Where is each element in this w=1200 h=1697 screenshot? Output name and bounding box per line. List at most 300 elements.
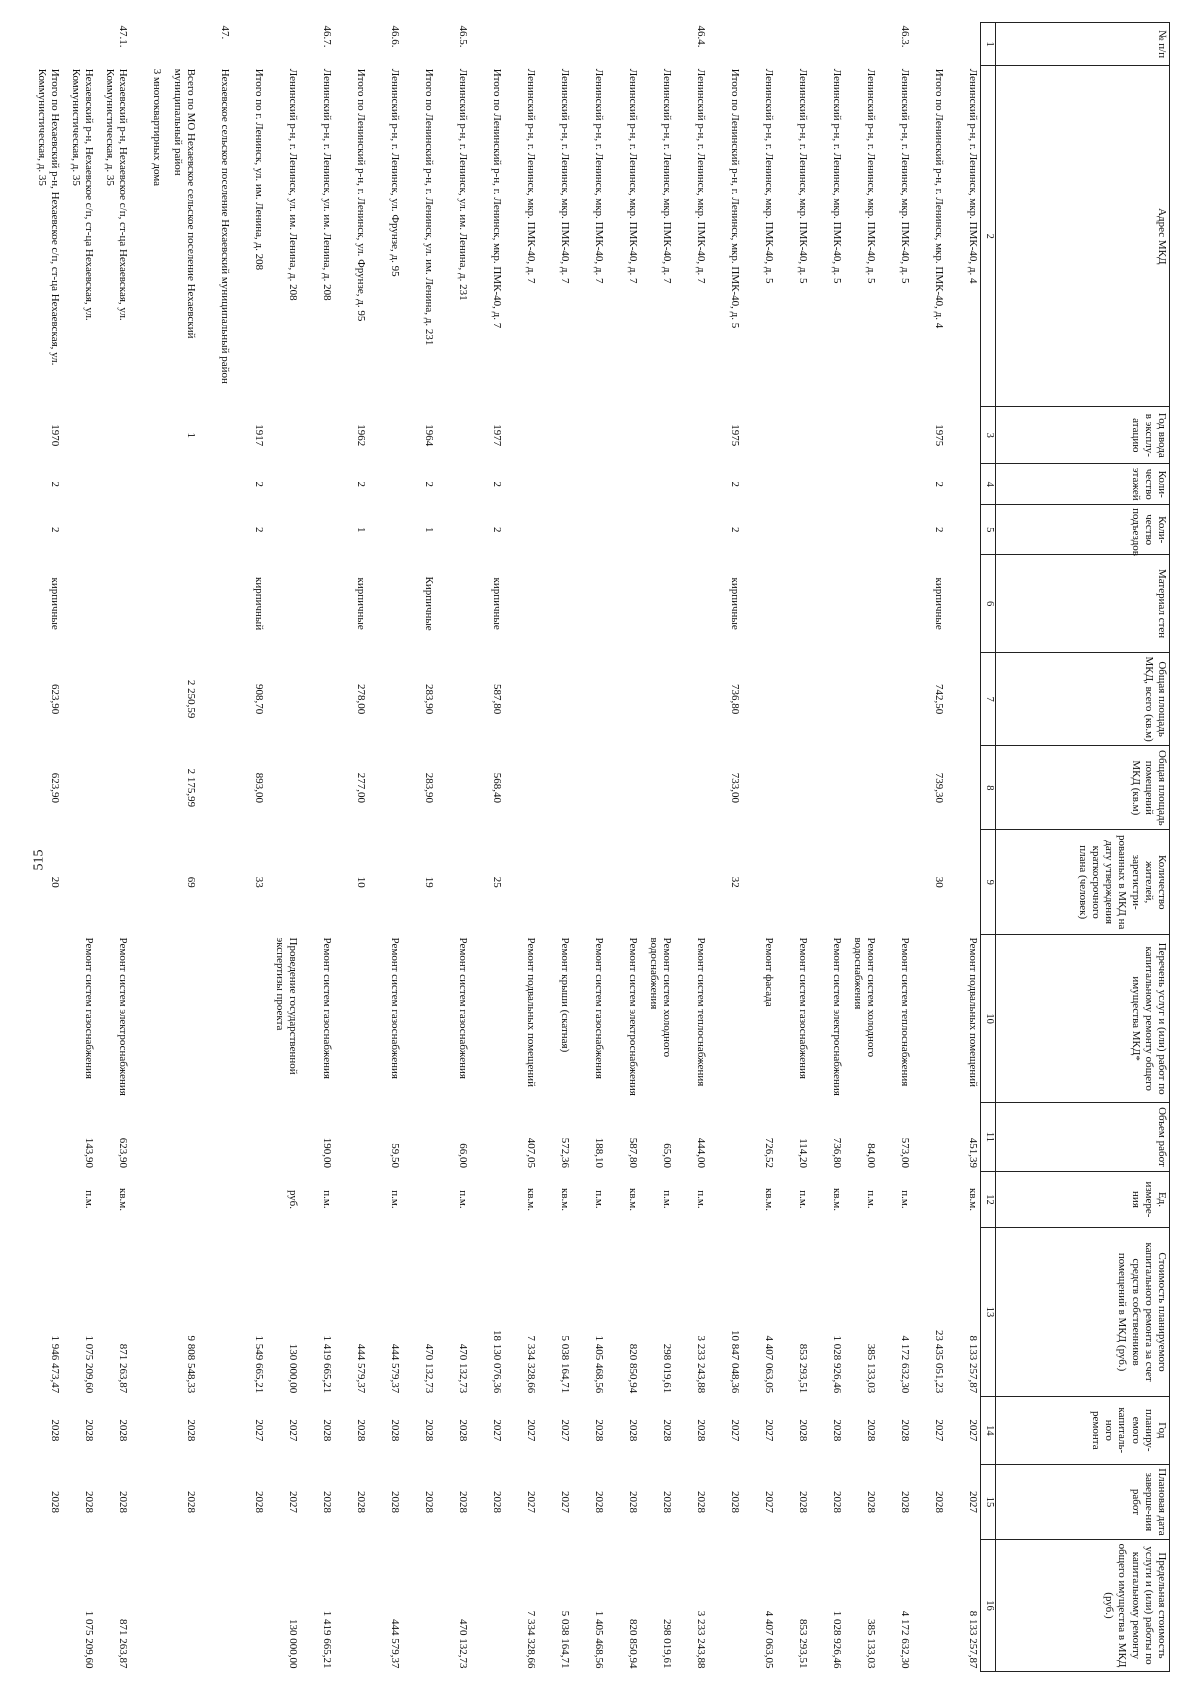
cell-col-16: 298 019,61 <box>661 1619 673 1669</box>
cell-col-5: 2 <box>49 526 61 533</box>
cell-col-6: кирпичный <box>253 577 265 631</box>
cell-col-9 <box>776 830 810 935</box>
cell-col-7 <box>538 653 572 746</box>
cell-col-12 <box>708 1171 742 1228</box>
cell-col-15: 2028 <box>83 1490 95 1513</box>
cell-col-5 <box>640 505 674 555</box>
cell-col-9 <box>368 830 402 935</box>
table-row <box>504 23 538 1672</box>
cell-col-6 <box>572 555 606 653</box>
cell-col-4: 2 <box>729 481 741 487</box>
column-header-1: № п/п <box>996 23 1170 66</box>
cell-col-15: 2028 <box>933 1490 945 1513</box>
cell-col-16: 853 293,51 <box>797 1619 809 1669</box>
cell-col-15: 2028 <box>729 1490 741 1513</box>
cell-col-16 <box>402 1539 436 1671</box>
cell-col-5 <box>946 505 981 555</box>
cell-col-11: 59,50 <box>389 1143 401 1169</box>
table-row <box>300 23 334 1672</box>
cell-col-16: 444 579,37 <box>389 1619 401 1669</box>
cell-col-7: 623,90 <box>49 684 61 715</box>
cell-col-6 <box>742 555 776 653</box>
cell-col-11: 572,36 <box>559 1137 571 1169</box>
cell-col-12 <box>164 1171 198 1228</box>
cell-col-8 <box>606 746 640 830</box>
cell-col-7 <box>810 653 844 746</box>
cell-col-6: кирпичные <box>491 577 503 630</box>
cell-col-7 <box>368 653 402 746</box>
cell-col-2: Ленинский р-н, г. Ленинск, мкр. ПМК-40, д. 7 <box>627 68 639 284</box>
cell-col-4: 2 <box>491 481 503 487</box>
table-row <box>28 23 62 1672</box>
cell-col-15 <box>198 1464 232 1539</box>
cell-col-11 <box>232 1103 266 1171</box>
cell-col-12 <box>232 1171 266 1228</box>
cell-col-2: Нехаевское сельское поселение Нехаевский муниципальный район <box>219 68 231 384</box>
cell-col-5: 2 <box>933 526 945 533</box>
table-row <box>844 23 878 1672</box>
cell-col-4 <box>606 464 640 505</box>
cell-col-14: 2028 <box>355 1419 367 1442</box>
cell-col-8 <box>538 746 572 830</box>
cell-col-3 <box>198 407 232 464</box>
cell-col-5 <box>436 505 470 555</box>
cell-col-5: 2 <box>491 526 503 533</box>
cell-col-10: Ремонт подвальных помещений <box>525 937 537 1088</box>
cell-col-3 <box>878 407 912 464</box>
column-number-13: 13 <box>981 1228 996 1396</box>
cell-col-5: 1 <box>355 526 367 533</box>
table-row <box>572 23 606 1672</box>
cell-col-10 <box>232 935 266 1103</box>
cell-col-14: 2027 <box>967 1419 979 1442</box>
cell-col-5 <box>96 505 130 555</box>
cell-col-14: 2028 <box>49 1419 61 1442</box>
cell-col-15: 2027 <box>763 1490 775 1513</box>
cell-col-9 <box>572 830 606 935</box>
cell-col-15: 2028 <box>899 1490 911 1513</box>
cell-col-10: Ремонт систем электроснабжения <box>627 937 639 1096</box>
cell-col-10: Ремонт подвальных помещений <box>967 937 979 1088</box>
cell-col-12 <box>28 1171 62 1228</box>
cell-col-16: 1 028 926,46 <box>831 1610 843 1669</box>
cell-col-9: 69 <box>185 876 197 888</box>
cell-col-12 <box>334 1171 368 1228</box>
cell-col-8 <box>844 746 878 830</box>
cell-col-14: 2027 <box>525 1419 537 1442</box>
cell-col-1 <box>708 23 742 66</box>
cell-col-16: 5 038 164,71 <box>559 1610 571 1669</box>
cell-col-15 <box>130 1464 164 1539</box>
cell-col-1 <box>28 23 62 66</box>
cell-col-10 <box>198 935 232 1103</box>
cell-col-8 <box>878 746 912 830</box>
cell-col-9 <box>810 830 844 935</box>
cell-col-4: 2 <box>423 481 435 487</box>
column-number-10: 10 <box>981 935 996 1103</box>
cell-col-14 <box>130 1396 164 1464</box>
cell-col-16: 1 075 209,60 <box>83 1610 95 1669</box>
cell-col-13: 853 293,51 <box>797 1343 809 1394</box>
cell-col-11 <box>28 1103 62 1171</box>
cell-col-16: 385 133,03 <box>865 1619 877 1669</box>
cell-col-11 <box>130 1103 164 1171</box>
cell-col-1 <box>164 23 198 66</box>
cell-col-11: 587,80 <box>627 1137 639 1169</box>
cell-col-13: 23 435 051,23 <box>933 1329 945 1394</box>
cell-col-5 <box>368 505 402 555</box>
cell-col-2: Итого по Ленинский р-н, г. Ленинск, мкр. ПМК-40, д. 7 <box>491 68 503 329</box>
column-number-14: 14 <box>981 1396 996 1464</box>
cell-col-2: Ленинский р-н, г. Ленинск, мкр. ПМК-40, д. 7 <box>661 68 673 284</box>
cell-col-1 <box>504 23 538 66</box>
cell-col-1: 46.4. <box>695 25 707 48</box>
table-row <box>368 23 402 1672</box>
cell-col-14: 2027 <box>287 1419 299 1442</box>
cell-col-10 <box>334 935 368 1103</box>
cell-col-14: 2028 <box>83 1419 95 1442</box>
cell-col-14: 2027 <box>491 1419 503 1442</box>
cell-col-12: руб. <box>287 1189 299 1209</box>
cell-col-8 <box>130 746 164 830</box>
table-row <box>198 23 232 1672</box>
cell-col-10: Ремонт систем электроснабжения <box>831 937 843 1096</box>
cell-col-12 <box>470 1171 504 1228</box>
column-header-7: Общая площадь МКД, всего (кв.м) <box>996 653 1170 746</box>
cell-col-1: 47. <box>219 25 231 40</box>
column-number-11: 11 <box>981 1103 996 1171</box>
cell-col-3: 1975 <box>729 424 741 447</box>
cell-col-13: 298 019,61 <box>661 1343 673 1394</box>
cell-col-4 <box>946 464 981 505</box>
cell-col-15: 2028 <box>423 1490 435 1513</box>
cell-col-8 <box>640 746 674 830</box>
cell-col-10 <box>28 935 62 1103</box>
cell-col-6 <box>436 555 470 653</box>
cell-col-4 <box>878 464 912 505</box>
column-header-9: Количество жителей, зарегистри-рованных в МКД на дату утверждения краткосрочного плана (человек) <box>996 830 1170 935</box>
cell-col-2: Ленинский р-н, г. Ленинск, мкр. ПМК-40, д. 5 <box>797 68 809 284</box>
cell-col-11: 736,80 <box>831 1137 843 1169</box>
cell-col-7 <box>674 653 708 746</box>
cell-col-3 <box>810 407 844 464</box>
cell-col-1: 46.5. <box>457 25 469 48</box>
cell-col-15: 2028 <box>593 1490 605 1513</box>
cell-col-3 <box>606 407 640 464</box>
cell-col-12: п.м. <box>797 1190 809 1209</box>
cell-col-5: 2 <box>729 526 741 533</box>
cell-col-6 <box>96 555 130 653</box>
cell-col-4 <box>164 464 198 505</box>
cell-col-14: 2028 <box>117 1419 129 1442</box>
cell-col-4: 2 <box>49 481 61 487</box>
cell-col-10 <box>402 935 436 1103</box>
capital-repair-table <box>28 22 1170 1672</box>
cell-col-6 <box>606 555 640 653</box>
cell-col-4 <box>266 464 300 505</box>
table-row <box>164 23 198 1672</box>
cell-col-10 <box>708 935 742 1103</box>
cell-col-10 <box>130 935 164 1103</box>
cell-col-11 <box>266 1103 300 1171</box>
table-row <box>742 23 776 1672</box>
cell-col-1 <box>402 23 436 66</box>
cell-col-13: 470 132,73 <box>423 1343 435 1394</box>
cell-col-13: 1 549 665,21 <box>253 1335 265 1394</box>
column-header-11: Объем работ <box>996 1103 1170 1171</box>
cell-col-16 <box>164 1539 198 1671</box>
cell-col-8: 2 175,99 <box>185 768 197 808</box>
cell-col-9: 10 <box>355 876 367 888</box>
cell-col-4 <box>776 464 810 505</box>
cell-col-5: 2 <box>253 526 265 533</box>
cell-col-1 <box>844 23 878 66</box>
cell-col-10: Ремонт систем холодного водоснабжения <box>647 937 673 1058</box>
cell-col-11: 444,00 <box>695 1137 707 1169</box>
cell-col-12: кв.м. <box>525 1187 537 1211</box>
cell-col-7: 908,70 <box>253 684 265 715</box>
cell-col-12: п.м. <box>83 1190 95 1209</box>
cell-col-8 <box>674 746 708 830</box>
cell-col-9 <box>538 830 572 935</box>
cell-col-11 <box>198 1103 232 1171</box>
cell-col-16: 470 132,73 <box>457 1619 469 1669</box>
cell-col-14: 2028 <box>389 1419 401 1442</box>
cell-col-2: Итого по Ленинский р-н, г. Ленинск, ул. Фрунзе, д. 95 <box>355 68 367 322</box>
cell-col-11: 143,90 <box>83 1137 95 1169</box>
cell-col-1 <box>776 23 810 66</box>
cell-col-11 <box>708 1103 742 1171</box>
column-number-4: 4 <box>981 464 996 505</box>
cell-col-3 <box>844 407 878 464</box>
cell-col-13: 470 132,73 <box>457 1343 469 1394</box>
cell-col-7 <box>640 653 674 746</box>
cell-col-11: 573,00 <box>899 1137 911 1169</box>
column-number-1: 1 <box>981 23 996 66</box>
cell-col-11: 451,39 <box>967 1137 979 1169</box>
cell-col-8: 623,90 <box>49 772 61 803</box>
cell-col-16: 871 263,87 <box>117 1619 129 1669</box>
cell-col-6 <box>368 555 402 653</box>
cell-col-12 <box>198 1171 232 1228</box>
cell-col-2: Ленинский р-н, г. Ленинск, мкр. ПМК-40, д. 5 <box>899 68 911 284</box>
cell-col-9 <box>946 830 981 935</box>
column-header-8: Общая площадь помещений МКД (кв.м) <box>996 746 1170 830</box>
cell-col-6 <box>878 555 912 653</box>
cell-col-12: п.м. <box>661 1190 673 1209</box>
cell-col-16 <box>198 1539 232 1671</box>
cell-col-2: Ленинский р-н, г. Ленинск, мкр. ПМК-40, д. 7 <box>593 68 605 284</box>
cell-col-1 <box>470 23 504 66</box>
cell-col-13: 3 233 243,88 <box>695 1335 707 1394</box>
cell-col-2: Нехаевский р-н, Нехаевское с/п, ст-ца Нехаевская, ул. Коммунистическая, д. 35 <box>103 68 129 321</box>
cell-col-11 <box>164 1103 198 1171</box>
cell-col-9 <box>198 830 232 935</box>
cell-col-7 <box>266 653 300 746</box>
cell-col-10: Ремонт систем теплоснабжения <box>695 937 707 1087</box>
cell-col-3 <box>674 407 708 464</box>
cell-col-8 <box>504 746 538 830</box>
cell-col-10 <box>912 935 946 1103</box>
cell-col-4 <box>640 464 674 505</box>
cell-col-8 <box>96 746 130 830</box>
cell-col-9 <box>674 830 708 935</box>
cell-col-12: п.м. <box>389 1190 401 1209</box>
column-number-7: 7 <box>981 653 996 746</box>
cell-col-10: Ремонт фасада <box>763 937 775 1007</box>
cell-col-2: Нехаевский р-н, Нехаевское с/п, ст-ца Нехаевская, ул. Коммунистическая, д. 35 <box>69 68 95 321</box>
cell-col-16: 1 419 665,21 <box>321 1610 333 1669</box>
cell-col-13: 4 407 063,05 <box>763 1335 775 1394</box>
cell-col-6 <box>640 555 674 653</box>
column-number-8: 8 <box>981 746 996 830</box>
column-header-12: Ед. измере-ния <box>996 1171 1170 1228</box>
cell-col-15: 2028 <box>865 1490 877 1513</box>
cell-col-10: Ремонт систем газоснабжения <box>321 937 333 1079</box>
cell-col-1 <box>742 23 776 66</box>
cell-col-12: п.м. <box>457 1190 469 1209</box>
cell-col-13: 1 075 209,60 <box>83 1335 95 1394</box>
cell-col-2: Ленинский р-н, г. Ленинск, ул. им. Ленина, д. 208 <box>321 68 333 301</box>
cell-col-9 <box>96 830 130 935</box>
cell-col-3: 1975 <box>933 424 945 447</box>
cell-col-2: Ленинский р-н, г. Ленинск, мкр. ПМК-40, д. 4 <box>967 68 979 284</box>
cell-col-6: кирпичные <box>355 577 367 630</box>
column-header-16: Предельная стоимость услуги и (или) работы по капитальному ремонту общего имущества в МКД (руб.) <box>996 1539 1170 1671</box>
cell-col-5 <box>878 505 912 555</box>
column-number-15: 15 <box>981 1464 996 1539</box>
cell-col-11: 84,00 <box>865 1143 877 1169</box>
cell-col-1 <box>130 23 164 66</box>
cell-col-11: 114,20 <box>797 1138 809 1169</box>
cell-col-16 <box>470 1539 504 1671</box>
table-row <box>266 23 300 1672</box>
table-row <box>674 23 708 1672</box>
cell-col-9 <box>606 830 640 935</box>
cell-col-12: кв.м. <box>559 1187 571 1211</box>
cell-col-7 <box>62 653 96 746</box>
cell-col-7: 2 250,59 <box>185 679 197 719</box>
cell-col-12: п.м. <box>695 1190 707 1209</box>
cell-col-3 <box>640 407 674 464</box>
cell-col-3: 1917 <box>253 424 265 447</box>
cell-col-11 <box>402 1103 436 1171</box>
cell-col-12: п.м. <box>899 1190 911 1209</box>
cell-col-15: 2027 <box>559 1490 571 1513</box>
cell-col-9 <box>266 830 300 935</box>
cell-col-12 <box>912 1171 946 1228</box>
cell-col-11: 66,00 <box>457 1143 469 1169</box>
cell-col-2: Итого по г. Ленинск, ул. им. Ленина, д. 208 <box>253 68 265 271</box>
cell-col-7: 736,80 <box>729 684 741 715</box>
cell-col-1 <box>572 23 606 66</box>
cell-col-9: 20 <box>49 876 61 888</box>
cell-col-14: 2028 <box>423 1419 435 1442</box>
column-number-2: 2 <box>981 66 996 407</box>
column-header-6: Материал стен <box>996 555 1170 653</box>
cell-col-8 <box>436 746 470 830</box>
cell-col-3 <box>368 407 402 464</box>
header-row <box>996 23 1170 1672</box>
cell-col-7 <box>878 653 912 746</box>
cell-col-5 <box>62 505 96 555</box>
cell-col-1 <box>912 23 946 66</box>
cell-col-10: Ремонт систем газоснабжения <box>593 937 605 1079</box>
cell-col-13: 444 579,37 <box>389 1343 401 1394</box>
column-header-3: Год ввода в эксплу-атацию <box>996 407 1170 464</box>
cell-col-5 <box>130 505 164 555</box>
cell-col-10: Ремонт систем электроснабжения <box>117 937 129 1096</box>
cell-col-11 <box>470 1103 504 1171</box>
column-header-5: Коли-чество подъездов <box>996 505 1170 555</box>
cell-col-9 <box>130 830 164 935</box>
cell-col-1: 46.6. <box>389 25 401 48</box>
cell-col-1: 46.3. <box>899 25 911 48</box>
cell-col-1: 46.7. <box>321 25 333 48</box>
cell-col-7: 278,00 <box>355 684 367 715</box>
cell-col-5 <box>810 505 844 555</box>
cell-col-3 <box>266 407 300 464</box>
cell-col-10: Ремонт систем газоснабжения <box>389 937 401 1079</box>
cell-col-16: 130 000,00 <box>287 1619 299 1669</box>
cell-col-13: 130 000,00 <box>287 1343 299 1394</box>
cell-col-15: 2028 <box>491 1490 503 1513</box>
cell-col-8 <box>266 746 300 830</box>
cell-col-15: 2028 <box>253 1490 265 1513</box>
cell-col-12: п.м. <box>865 1190 877 1209</box>
table-row <box>334 23 368 1672</box>
cell-col-3: 1962 <box>355 424 367 447</box>
column-header-4: Коли-чество этажей <box>996 464 1170 505</box>
table-row <box>708 23 742 1672</box>
cell-col-6 <box>844 555 878 653</box>
cell-col-4 <box>844 464 878 505</box>
cell-col-6: кирпичные <box>49 577 61 630</box>
cell-col-3 <box>300 407 334 464</box>
cell-col-10: Ремонт систем газоснабжения <box>83 937 95 1079</box>
table-body <box>28 23 981 1672</box>
cell-col-4 <box>538 464 572 505</box>
cell-col-12: кв.м. <box>831 1187 843 1211</box>
cell-col-5: 1 <box>423 526 435 533</box>
table-row <box>912 23 946 1672</box>
cell-col-4 <box>436 464 470 505</box>
cell-col-2: Ленинский р-н, г. Ленинск, мкр. ПМК-40, д. 7 <box>695 68 707 284</box>
cell-col-13: 385 133,03 <box>865 1343 877 1394</box>
table-row <box>810 23 844 1672</box>
cell-col-14: 2028 <box>695 1419 707 1442</box>
cell-col-2: Всего по МО Нехаевское сельское поселение Нехаевский муниципальный район <box>171 68 197 339</box>
cell-col-9: 30 <box>933 876 945 888</box>
column-header-13: Стоимость планируемого капитального ремонта за счет средств собственников помещений в МКД (руб.) <box>996 1228 1170 1396</box>
cell-col-7 <box>300 653 334 746</box>
cell-col-4 <box>198 464 232 505</box>
cell-col-3: 1977 <box>491 424 503 447</box>
cell-col-2: Итого по Ленинский р-н, г. Ленинск, ул. им. Ленина, д. 231 <box>423 68 435 346</box>
cell-col-9: 19 <box>423 876 435 888</box>
cell-col-16: 4 172 632,30 <box>899 1610 911 1669</box>
cell-col-3 <box>504 407 538 464</box>
cell-col-15: 2028 <box>457 1490 469 1513</box>
cell-col-13: 1 946 473,47 <box>49 1335 61 1394</box>
cell-col-8: 733,00 <box>729 772 741 803</box>
cell-col-16: 820 850,94 <box>627 1619 639 1669</box>
cell-col-16: 3 233 243,88 <box>695 1610 707 1669</box>
cell-col-3: 1964 <box>423 424 435 447</box>
cell-col-4: 2 <box>933 481 945 487</box>
cell-col-6 <box>946 555 981 653</box>
cell-col-10: Ремонт систем холодного водоснабжения <box>851 937 877 1058</box>
